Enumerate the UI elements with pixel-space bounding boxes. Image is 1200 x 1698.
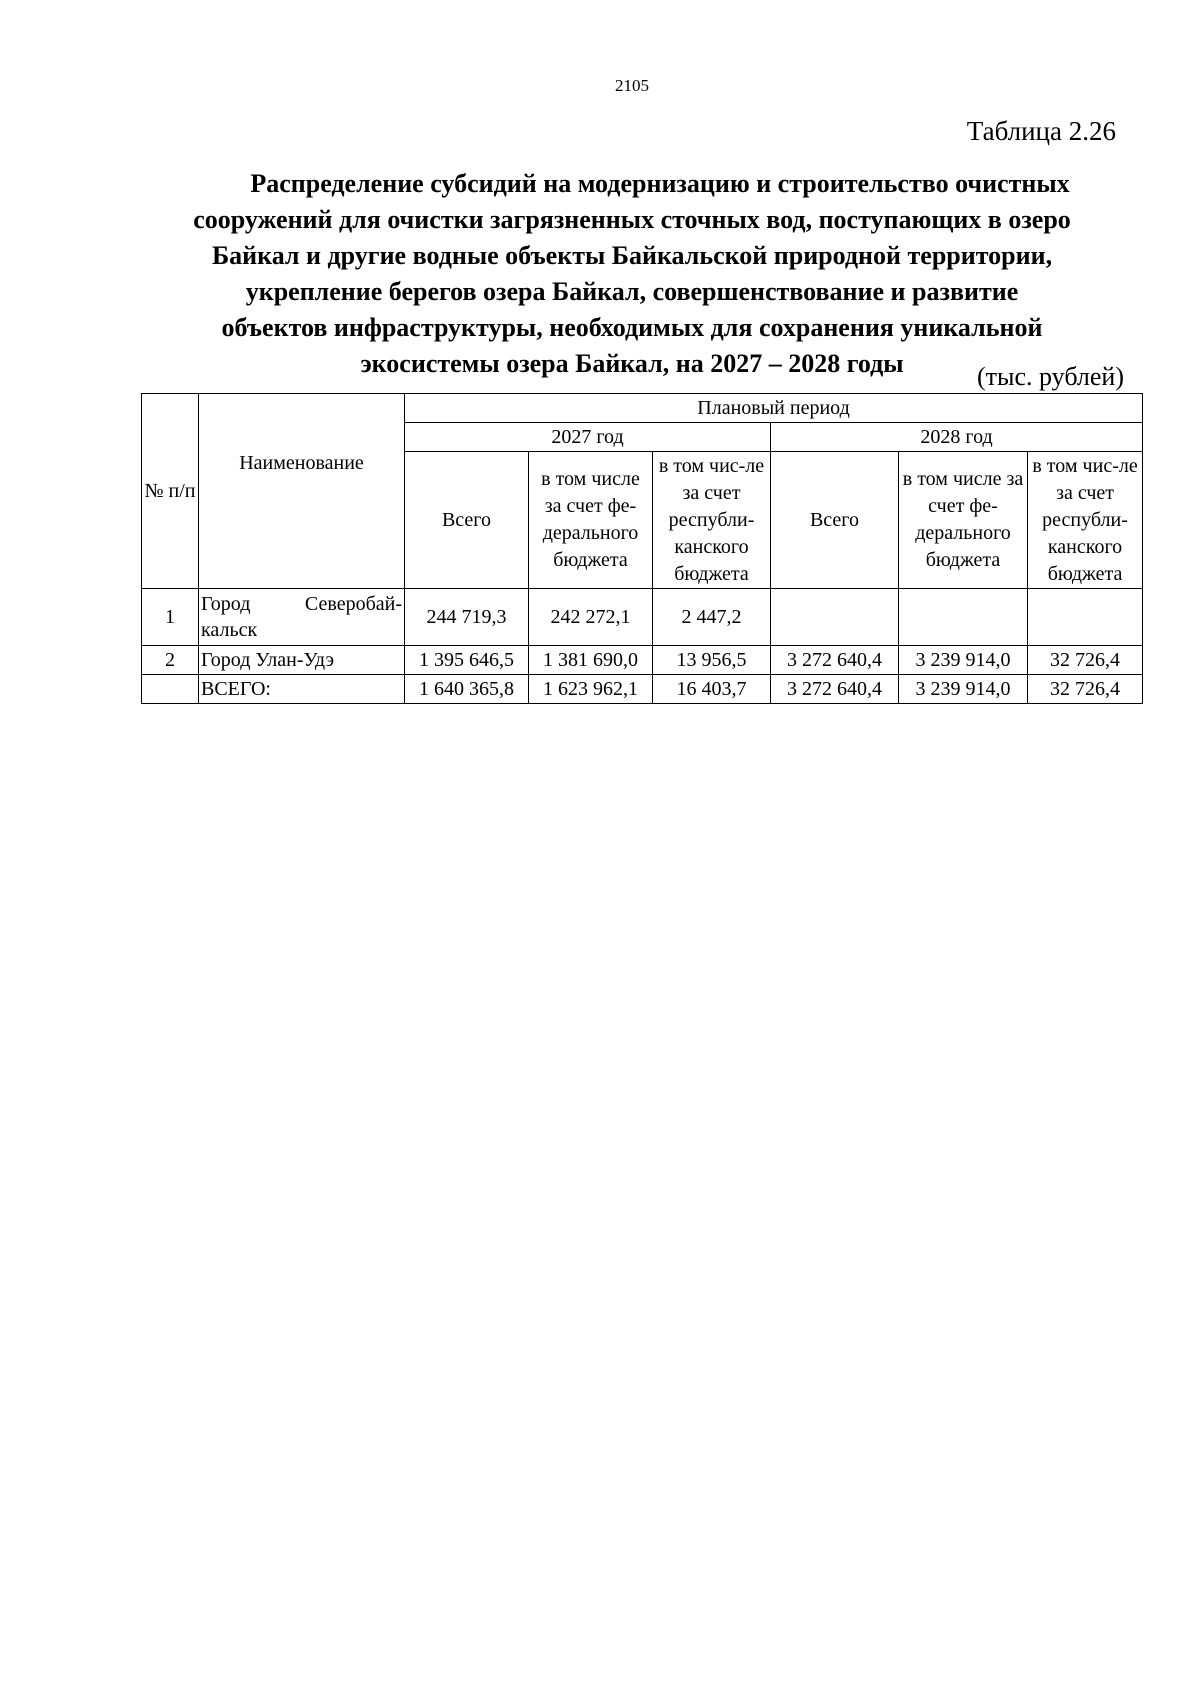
row-num [142,675,199,704]
row-num: 2 [142,646,199,675]
row-value: 3 272 640,4 [771,646,899,675]
header-row [142,394,1143,423]
header-name: Наименование [199,394,405,589]
title-line: Распределение субсидий на модернизацию и строительство очистных [250,169,1070,198]
header-year-2028: 2028 год [771,423,1143,452]
row-name: Город Улан-Удэ [199,646,405,675]
row-value: 2 447,2 [653,589,771,646]
table-title [136,166,1128,382]
row-value: 244 719,3 [405,589,529,646]
row-value [899,589,1028,646]
header-republic-2027: в том чис-ле за счет республи-канского бюджета [653,452,771,589]
table-label: Таблица 2.26 [966,116,1116,146]
row-value: 16 403,7 [653,675,771,704]
title-line: экосистемы озера Байкал, на 2027 – 2028 годы [360,349,904,378]
title-line: укрепление берегов озера Байкал, совершенствование и развитие [245,277,1019,306]
row-value [771,589,899,646]
row-value: 3 272 640,4 [771,675,899,704]
row-value [1028,589,1143,646]
header-planned-period: Плановый период [405,394,1143,423]
row-value: 1 623 962,1 [529,675,653,704]
row-value: 1 395 646,5 [405,646,529,675]
row-value: 1 640 365,8 [405,675,529,704]
row-value: 32 726,4 [1028,675,1143,704]
header-total-2027: Всего [405,452,529,589]
row-value: 242 272,1 [529,589,653,646]
header-federal-2028: в том числе за счет фе-дерального бюджета [899,452,1028,589]
header-republic-2028: в том чис-ле за счет республи-канского бюджета [1028,452,1143,589]
row-value: 3 239 914,0 [899,646,1028,675]
table-row [142,646,1143,675]
row-value: 32 726,4 [1028,646,1143,675]
title-line: сооружений для очистки загрязненных сточных вод, поступающих в озеро [193,205,1071,234]
row-value: 13 956,5 [653,646,771,675]
row-value: 3 239 914,0 [899,675,1028,704]
row-num: 1 [142,589,199,646]
title-line: Байкал и другие водные объекты Байкальской природной территории, [211,241,1053,270]
row-name: ВСЕГО: [199,675,405,704]
table-row-total [142,675,1143,704]
title-line: объектов инфраструктуры, необходимых для сохранения уникальной [221,313,1043,342]
row-value: 1 381 690,0 [529,646,653,675]
table-row [142,589,1143,646]
subsidy-table [141,393,1143,704]
header-num: № п/п [142,394,199,589]
header-year-2027: 2027 год [405,423,771,452]
page-number: 2105 [615,76,649,95]
unit-label: (тыс. рублей) [976,362,1124,391]
header-federal-2027: в том числе за счет фе-дерального бюджета [529,452,653,589]
header-total-2028: Всего [771,452,899,589]
row-name: Город Северобай-кальск [199,589,405,646]
